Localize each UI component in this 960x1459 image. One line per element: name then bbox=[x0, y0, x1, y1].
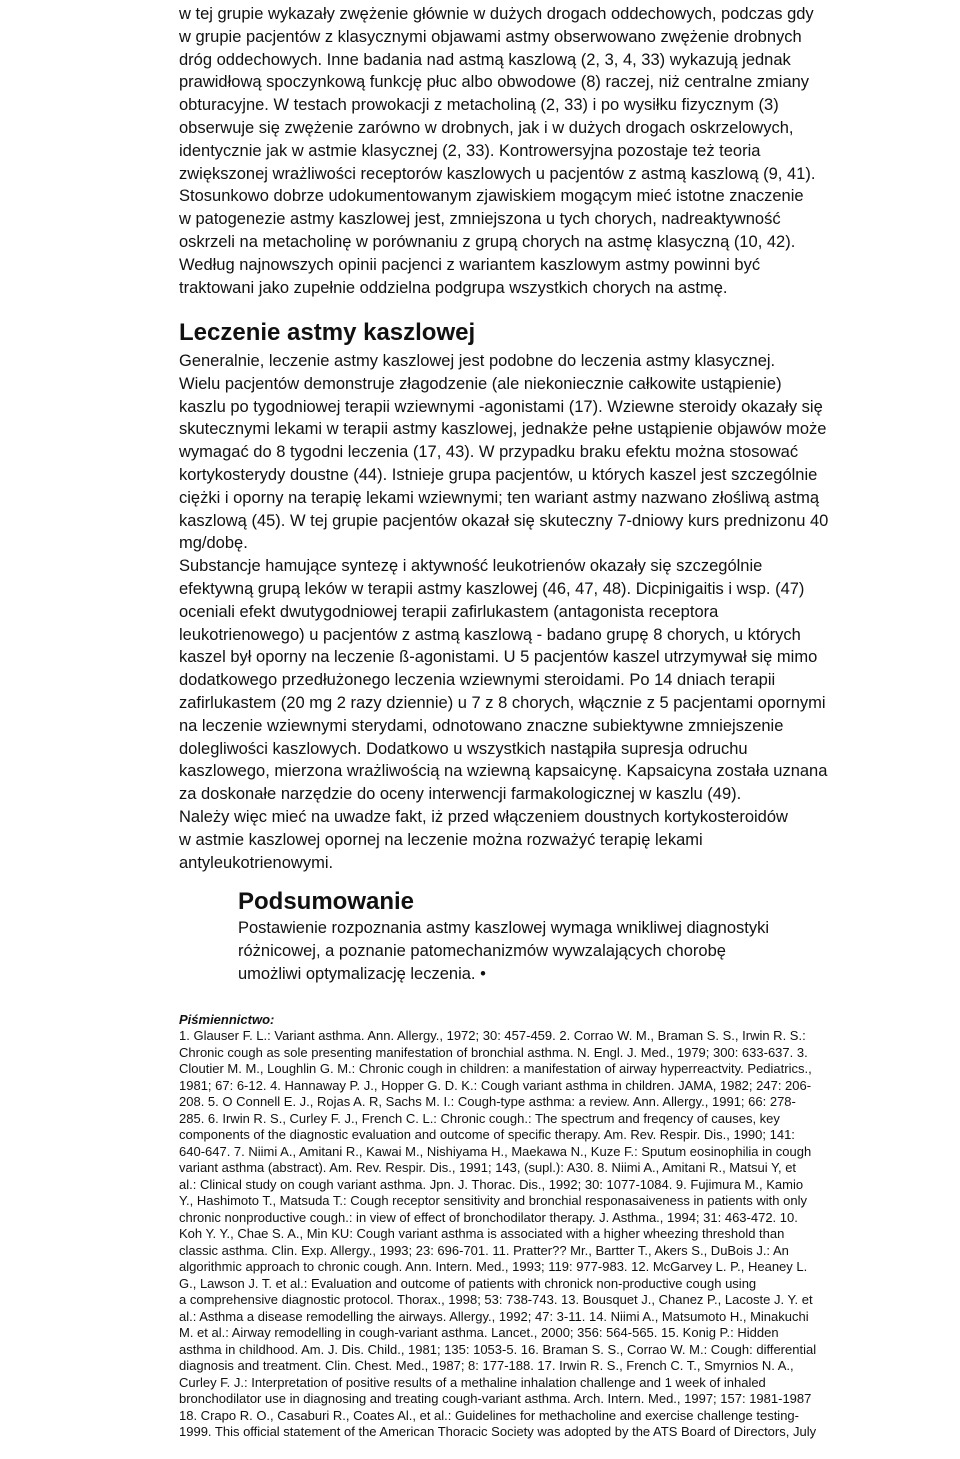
references-section bbox=[179, 1012, 959, 1441]
references-list: 1. Glauser F. L.: Variant asthma. Ann. Allergy., 1972; 30: 457-459. 2. Corrao W. M., Braman S. S., Irwin R. S.: Chronic cough as sole presenting manifestation of bronchial asthma. N. Engl. J. Med., 1979; 300: 633-637. 3. Cloutier M. M., Loughlin G. M.: Chronic cough in children: a manifestation of airway hyperreactvity. Pediatrics., 1981; 67: 6-12. 4. Hannaway P. J., Hopper G. D. K.: Cough variant asthma in children. JAMA, 1982; 247: 206- 208. 5. O Connell E. J., Rojas A. R, Sachs M. I.: Cough-type asthma: a review. Ann. Allergy., 1991; 66: 278- 285. 6. Irwin R. S., Curley F. J., French C. L.: Chronic cough.: The spectrum and freqency of causes, key components of the diagnostic evaluation and outcome of specific therapy. Am. Rev. Respir. Dis., 1990; 141: 640-647. 7. Niimi A., Amitani R., Kawai M., Nishiyama H., Maekawa N., Kuze F.: Sputum eosinophilia in cough variant asthma (abstract). Am. Rev. Respir. Dis., 1991; 143, (supl.): A30. 8. Niimi A., Amitani R., Matsui Y, et al.: Clinical study on cough variant asthma. Jpn. J. Thorac. Dis., 1992; 30: 1077-1084. 9. Fujimura M., Kamio Y., Hashimoto T., Matsuda T.: Cough receptor sensitivity and bronchial responasaiveness in patients with only chronic nonproductive cough.: in view of effect of bronchodilator therapy. J. Asthma., 1994; 31: 463-472. 10. Koh Y. Y., Chae S. A., Min KU: Cough variant asthma is associated with a higher wheezing threshold than classic asthma. Clin. Exp. Allergy., 1993; 23: 696-701. 11. Pratter?? Mr., Bartter T., Akers S., DuBois J.: An algorithmic approach to chronic cough. Ann. Intern. Med., 1993; 119: 977-983. 12. McGarvey L. P., Heaney L. G., Lawson J. T. et al.: Evaluation and outcome of patients with chronick non-productive cough using a comprehensive diagnostic protocol. Thorax., 1998; 53: 738-743. 13. Bousquet J., Chanez P., Lacoste J. Y. et al.: Asthma a disease remodelling the airways. Allergy., 1992; 47: 3-11. 14. Niimi A., Matsumoto H., Minakuchi M. et al.: Airway remodelling in cough-variant asthma. Lancet., 2000; 356: 564-565. 15. Konig P.: Hidden asthma in childhood. Am. J. Dis. Child., 1981; 135: 1053-5. 16. Braman S. S., Corrao W. M.: Cough: differential diagnosis and treatment. Clin. Chest. Med., 1987; 8: 177-188. 17. Irwin R. S., French C. T., Smyrnios N. A., Curley F. J.: Interpretation of positive results of a methaline inhalation challenge and 1 week of inhaled bronchodilator use in diagnosing and treating cough-variant asthma. Arch. Intern. Med., 1997; 157: 1981-1987 18. Crapo R. O., Casaburi R., Coates Al., et al.: Guidelines for methacholine and exercise challenge testing- 1999. This official statement of the American Thoracic Society was adopted by the ATS Board of Directors, July bbox=[179, 1028, 817, 1439]
treatment-paragraph: Generalnie, leczenie astmy kaszlowej jest podobne do leczenia astmy klasycznej. Wielu pacjentów demonstruje złagodzenie (ale niekoniecznie całkowite ustąpienie) kaszlu po tygodniowej terapii wziewnymi -agonistami (17). Wziewne steroidy okazały się skutecznymi lekami w terapii astmy kaszlowej, jednakże pełne ustąpienie objawów może wymagać do 8 tygodni leczenia (17, 43). W przypadku braku efektu można stosować kortykosterydy doustne (44). Istnieje grupa pacjentów, u których kaszel jest szczególnie ciężki i oporny na terapię lekami wziewnymi; ten wariant astmy nazwano złośliwą astmą kaszlową (45). W tej grupie pacjentów okazał się skuteczny 7-dniowy kurs prednizonu 40 mg/dobę. Substancje hamujące syntezę i aktywność leukotrienów okazały się szczególnie efektywną grupą leków w terapii astmy kaszlowej (46, 47, 48). Dicpinigaitis i wsp. (47) oceniali efekt dwutygodniowej terapii zafirlukastem (antagonista receptora leukotrienowego) u pacjentów z astmą kaszlową - badano grupę 8 chorych, u których kaszel był oporny na leczenie ß-agonistami. U 5 pacjentów kaszel utrzymywał się mimo dodatkowego przedłużonego leczenia wziewnymi steroidami. Po 14 dniach terapii zafirlukastem (20 mg 2 razy dziennie) u 7 z 8 chorych, włącznie z 5 pacjentami opornymi na leczenie wziewnymi sterydami, odnotowano znaczne subiektywne zmniejszenie dolegliwości kaszlowych. Dodatkowo u wszystkich nastąpiła supresja odruchu kaszlowego, mierzona wrażliwością na wziewną kapsaicynę. Kapsaicyna została uznana za doskonałe narzędzie do oceny interwencji farmakologicznej w kaszlu (49). Należy więc mieć na uwadze fakt, iż przed włączeniem doustnych kortykosteroidów w astmie kaszlowej opornej na leczenie można rozważyć terapię lekami antyleukotrienowymi. bbox=[179, 352, 829, 872]
references-title: Piśmiennictwo: bbox=[179, 1012, 275, 1027]
summary-paragraph: Postawienie rozpoznania astmy kaszlowej wymaga wnikliwej diagnostyki różnicowej, a poznanie patomechanizmów wywzalających chorobę umożliwi optymalizację leczenia. • bbox=[238, 919, 769, 983]
intro-paragraph: w tej grupie wykazały zwężenie głównie w dużych drogach oddechowych, podczas gdy w grupie pacjentów z klasycznymi objawami astmy obserwowano zwężenie drobnych dróg oddechowych. Inne badania nad astmą kaszlową (2, 3, 4, 33) wykazują jednak prawidłową spoczynkową funkcję płuc albo obwodowe (8) raczej, niż centralne zmiany obturacyjne. W testach prowokacji z metacholiną (2, 33) i po wysiłku fizycznym (3) obserwuje się zwężenie zarówno w drobnych, jak i w dużych drogach oskrzelowych, identycznie jak w astmie klasycznej (2, 33). Kontrowersyjna pozostaje też teoria zwiększonej wrażliwości receptorów kaszlowych u pacjentów z astmą kaszlową (9, 41). Stosunkowo dobrze udokumentowanym zjawiskiem mogącym mieć istotne znaczenie w patogenezie astmy kaszlowej jest, zmniejszona u tych chorych, nadreaktywność oskrzeli na metacholinę w porównaniu z grupą chorych na astmę klasyczną (10, 42). Według najnowszych opinii pacjenci z wariantem kaszlowym astmy powinni być traktowani jako zupełnie oddzielna podgrupa wszystkich chorych na astmę. bbox=[179, 5, 816, 297]
treatment-heading: Leczenie astmy kaszlowej bbox=[179, 319, 476, 346]
summary-heading: Podsumowanie bbox=[238, 888, 415, 915]
